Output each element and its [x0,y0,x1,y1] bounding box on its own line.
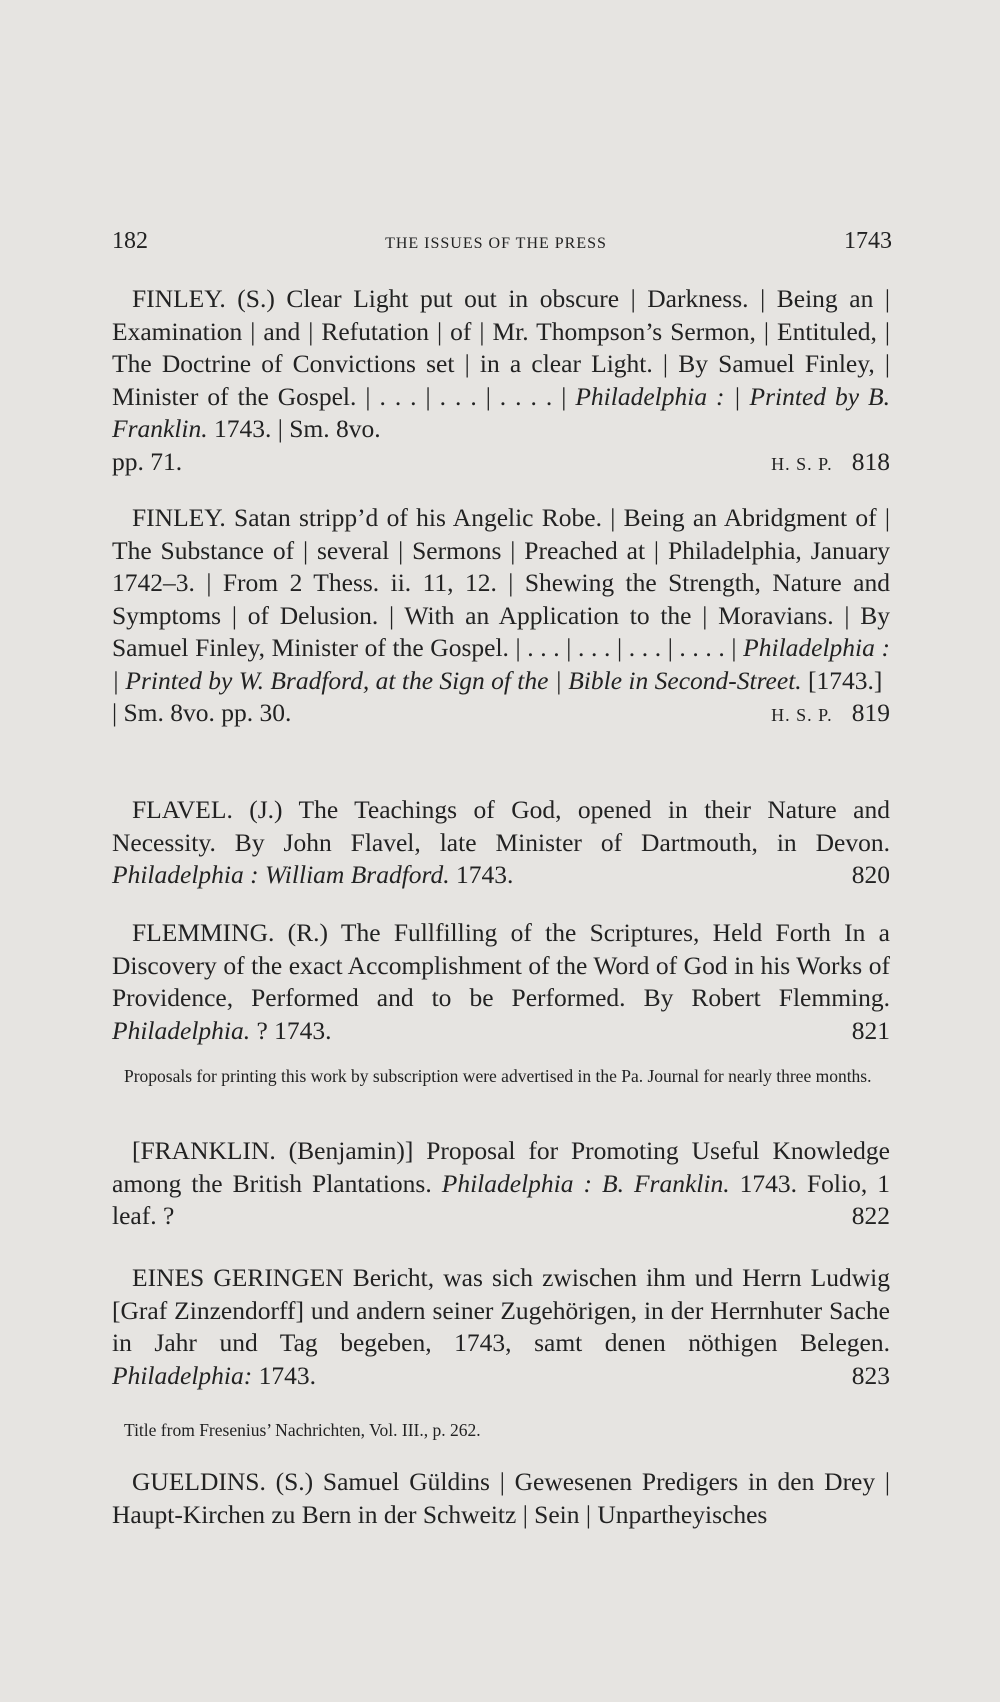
entry-number: 823 [851,1360,890,1390]
entry-gueldins [112,1466,890,1531]
note-subscription: Proposals for printing this work by subscription were advertised in the Pa. Journal for nearly three months. [124,1066,872,1086]
library-code: H. S. P. [771,705,833,725]
entry-text: [FRANKLIN. (Benjamin)] Proposal for Promoting Useful Knowledge among the British Plantations. Philadelphia : B. Franklin. 1743. Folio, 1 leaf. ? 822 [112,1135,890,1233]
running-title: THE ISSUES OF THE PRESS [385,235,607,252]
entry-821 [112,917,890,1047]
entry-819 [112,502,890,732]
page-header [112,228,892,268]
page-number: 182 [112,228,148,254]
header-year: 1743 [843,228,892,254]
pagination: pp. 71. [112,446,183,476]
entry-818 [112,283,890,480]
entry-text: GUELDINS. (S.) Samuel Güldins | Gewesenen Predigers in den Drey | Haupt-Kirchen zu Bern in der Schweitz | Sein | Unpartheyisches [112,1467,890,1529]
entry-number: 821 [851,1015,890,1045]
entry-820 [112,794,890,892]
note-source: Title from Fresenius’ Nachrichten, Vol. III., p. 262. [124,1420,481,1440]
entry-footer [112,446,890,481]
entry-823 [112,1262,890,1392]
entry-number: 822 [851,1201,890,1230]
entry-number: 820 [851,860,890,889]
entry-footer [112,697,890,732]
pagination: | Sm. 8vo. pp. 30. [112,698,292,727]
library-code: H. S. P. [771,453,833,474]
entry-text: FINLEY. Satan stripp’d of his Angelic Robe. | Being an Abridgment of | The Substance of | several | Sermons | Preached at | Philadelphia, January 1742–3. | From 2 Thess. ii. 11, 12. | Shewing the Strength, Nature and Symptoms | of Delusion. | With an Application to the | Moravians. | By Samuel Finley, Minister of the Gospel. | . . . | . . . | . . . | . . . . | Philadelphia : | Printed by W. Bradford, at the Sign of the | Bible in Second-Street. [1743.] [112,503,891,695]
entry-text: FINLEY. (S.) Clear Light put out in obscure | Darkness. | Being an | Examination | and | Refutation | of | Mr. Thompson’s Sermon, | Entituled, | The Doctrine of Convictions set | in a clear Light. | By Samuel Finley, | Minister of the Gospel. | . . . | . . . | . . . . | Philadelphia : | Printed by B. Franklin. 1743. | Sm. 8vo. [112,284,891,443]
entry-number: 819 [851,698,890,727]
entry-author: [FRANKLIN. (Benjamin)] [132,1136,414,1165]
entry-number: 818 [851,446,890,476]
entry-text: FLEMMING. (R.) The Fullfilling of the Scriptures, Held Forth In a Discovery of the exact Accomplishment of the Word of God in his Works of Providence, Performed and to be Performed. By Robert Flemming. Philadelphia. ? 1743. 821 [112,917,890,1047]
entry-text: EINES GERINGEN Bericht, was sich zwischen ihm und Herrn Ludwig [Graf Zinzendorff] und andern seiner Zugehörigen, in der Herrnhuter Sache in Jahr und Tag begeben, 1743, samt denen nöthigen Belegen. Philadelphia: 1743. 823 [112,1262,890,1392]
entry-text: FLAVEL. (J.) The Teachings of God, opened in their Nature and Necessity. By John Flavel, late Minister of Dartmouth, in Devon. Philadelphia : William Bradford. 1743. 820 [112,794,890,892]
entry-822 [112,1135,890,1233]
